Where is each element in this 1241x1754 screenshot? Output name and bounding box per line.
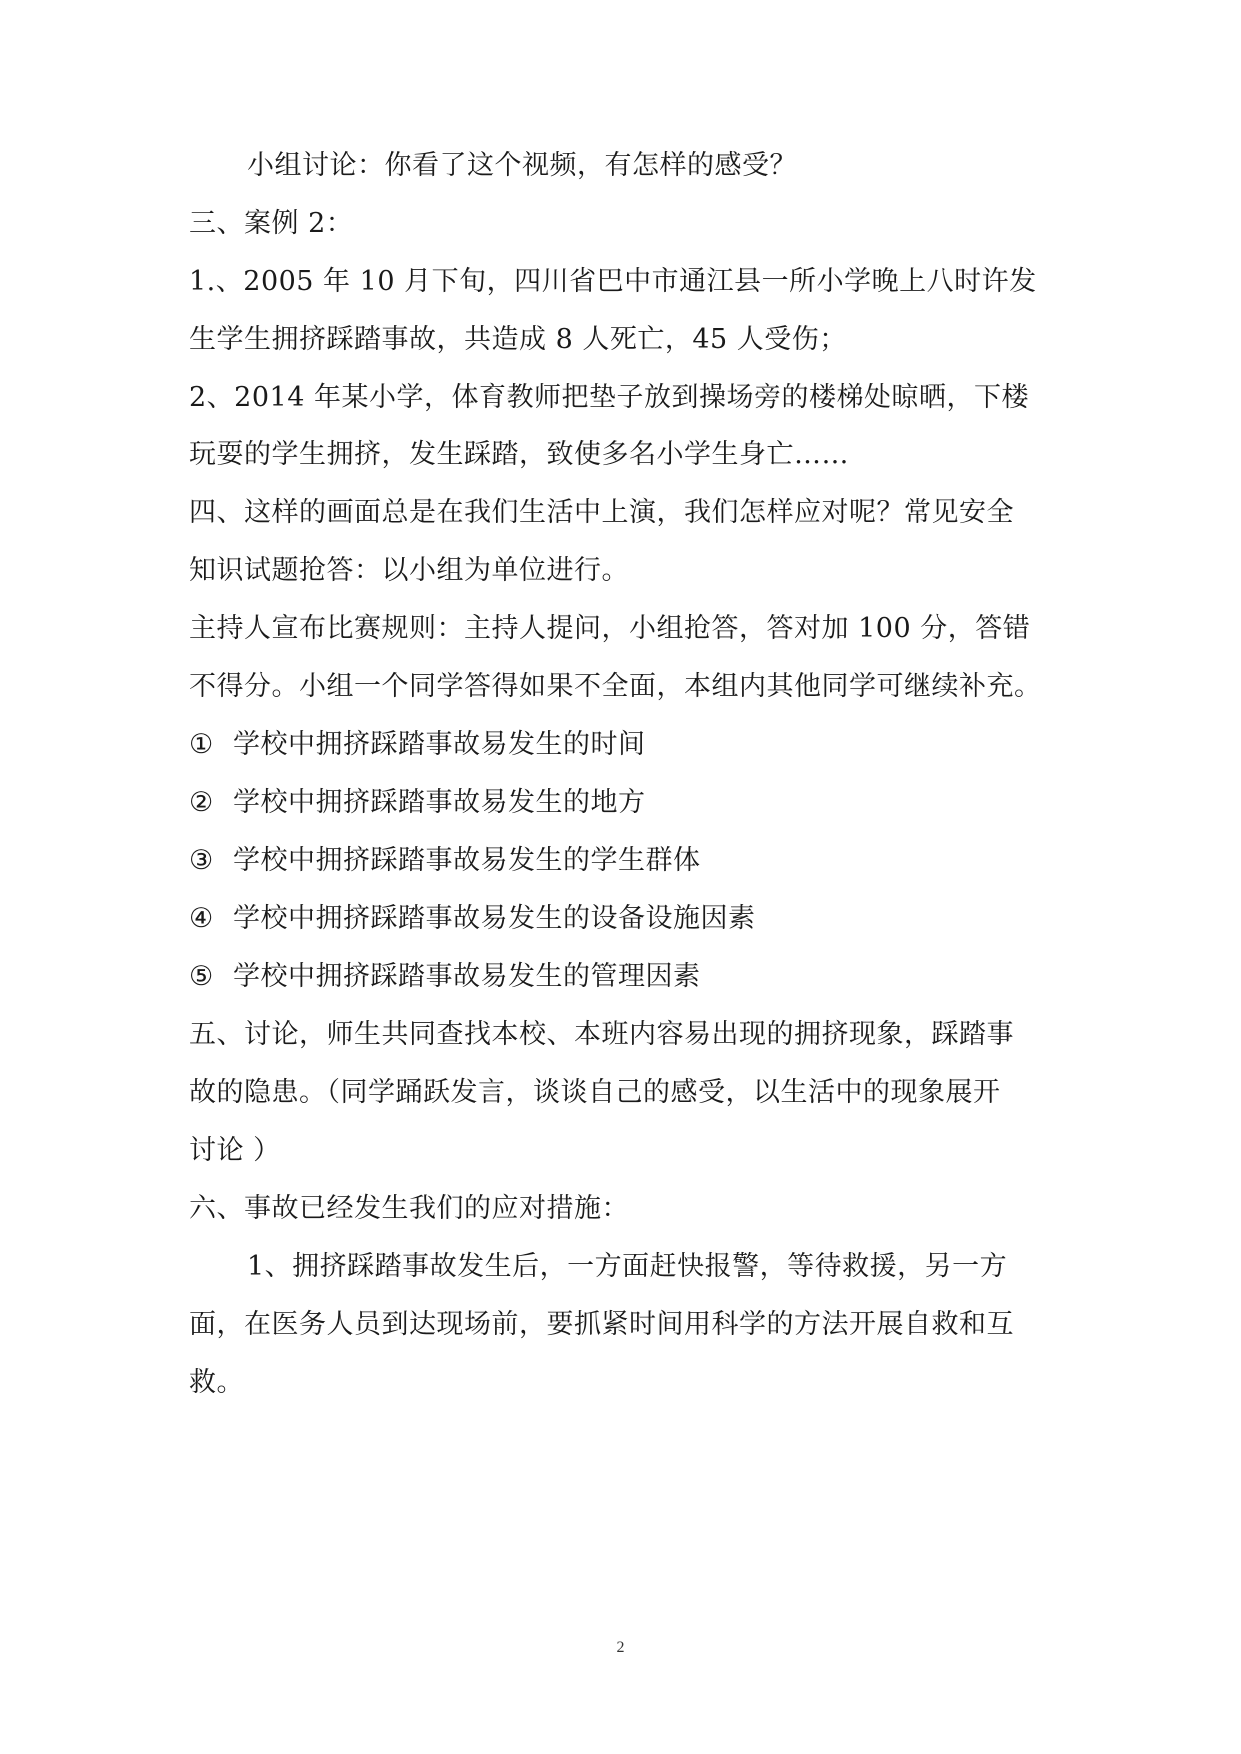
question-text: 学校中拥挤踩踏事故易发生的设备设施因素 (233, 903, 756, 934)
rules-line1: 主持人宣布比赛规则：主持人提问，小组抢答，答对加 100 分，答错 (189, 613, 1031, 644)
measure1-line2: 面，在医务人员到达现场前，要抓紧时间用科学的方法开展自救和互 (189, 1309, 1014, 1340)
question-text: 学校中拥挤踩踏事故易发生的地方 (233, 787, 646, 818)
section3-heading: 三、案例 2： (189, 208, 354, 239)
question-item (189, 843, 1059, 879)
question-text: 学校中拥挤踩踏事故易发生的管理因素 (233, 961, 701, 992)
section5-line3: 讨论 ） (189, 1135, 281, 1166)
page-number: 2 (616, 1639, 625, 1656)
section4-line1: 四、这样的画面总是在我们生活中上演，我们怎样应对呢？常见安全 (189, 497, 1014, 528)
question-text: 学校中拥挤踩踏事故易发生的时间 (233, 729, 646, 760)
question-text: 学校中拥挤踩踏事故易发生的学生群体 (233, 845, 701, 876)
question-number: ③ (189, 845, 214, 876)
section5-line1: 五、讨论，师生共同查找本校、本班内容易出现的拥挤现象，踩踏事 (189, 1019, 1014, 1050)
section4-line2: 知识试题抢答：以小组为单位进行。 (189, 555, 629, 586)
section6-heading: 六、事故已经发生我们的应对措施： (189, 1193, 629, 1224)
case1-line1: 1.、2005 年 10 月下旬，四川省巴中市通江县一所小学晚上八时许发 (189, 266, 1037, 297)
measure1-line1: 1、拥挤踩踏事故发生后，一方面赶快报警，等待救援，另一方 (247, 1251, 1008, 1282)
case2-line2: 玩耍的学生拥挤，发生踩踏，致使多名小学生身亡…… (189, 439, 849, 470)
case1-line2: 生学生拥挤踩踏事故，共造成 8 人死亡，45 人受伤； (189, 324, 847, 355)
question-item (189, 785, 1059, 821)
question-item (189, 727, 1059, 763)
question-number: ② (189, 787, 214, 818)
question-item (189, 959, 1059, 995)
measure1-line3: 救。 (189, 1367, 244, 1398)
question-number: ④ (189, 903, 214, 934)
rules-line2: 不得分。小组一个同学答得如果不全面，本组内其他同学可继续补充。 (189, 671, 1042, 702)
section5-line2: 故的隐患。（同学踊跃发言，谈谈自己的感受，以生活中的现象展开 (189, 1077, 1001, 1108)
intro-discussion: 小组讨论：你看了这个视频，有怎样的感受？ (247, 150, 797, 181)
question-number: ⑤ (189, 961, 214, 992)
question-item (189, 901, 1059, 937)
question-number: ① (189, 729, 214, 760)
case2-line1: 2、2014 年某小学，体育教师把垫子放到操场旁的楼梯处晾晒，下楼 (189, 382, 1029, 413)
